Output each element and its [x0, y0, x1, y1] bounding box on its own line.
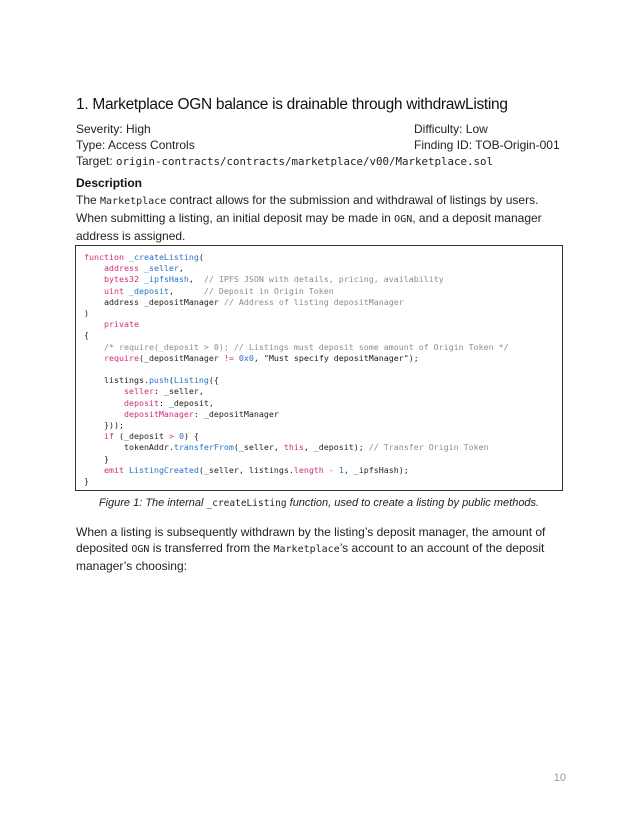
- withdraw-text: ’s account to an account of the deposit manager’s choosing:: [76, 541, 545, 573]
- code-token: [84, 286, 104, 296]
- code-line: [84, 297, 562, 308]
- code-line: [84, 274, 562, 285]
- code-token: : _seller,: [153, 386, 204, 397]
- code-token: ({: [208, 375, 219, 386]
- code-token: }: [84, 453, 109, 464]
- severity: Severity: High: [76, 122, 151, 136]
- withdraw-text: is transferred from the: [149, 541, 274, 555]
- target-label: Target:: [76, 154, 117, 168]
- code-listing: [75, 245, 563, 491]
- code-token: [84, 386, 124, 396]
- code-token: "Must specify depositManager": [263, 352, 409, 363]
- code-token: ,: [178, 263, 184, 274]
- code-line: [84, 364, 562, 375]
- finding-type: Type: Access Controls: [76, 138, 195, 152]
- code-token: bytes32: [103, 274, 139, 285]
- code-token: tokenAddr.: [84, 442, 174, 453]
- code-token: // IPFS JSON with details, pricing, availability: [203, 274, 444, 285]
- code-line: [84, 252, 562, 263]
- inline-code-ogn: OGN: [131, 544, 150, 555]
- code-line: [84, 286, 562, 297]
- code-token: );: [408, 352, 419, 363]
- code-token: 1: [338, 464, 344, 475]
- target-path: origin-contracts/contracts/marketplace/v00/Marketplace.sol: [116, 155, 494, 168]
- code-token: // Address of listing depositManager: [223, 296, 404, 307]
- code-token: , _deposit);: [303, 442, 369, 453]
- code-token: /* require(_deposit > 0); // Listings must deposit some amount of Origin Token */: [103, 341, 509, 352]
- code-token: // Transfer Origin Token: [368, 442, 489, 453]
- code-token: [84, 263, 104, 273]
- withdraw-text: When a listing is subsequently withdrawn by the listing’s deposit manager, the amount of deposited: [76, 525, 546, 555]
- code-token: 0x0: [238, 352, 254, 363]
- target: [76, 154, 493, 168]
- code-line: [84, 319, 562, 330]
- withdraw-paragraph: [76, 524, 566, 574]
- code-token: }: [84, 476, 89, 487]
- code-token: [84, 465, 104, 475]
- code-token: private: [103, 319, 139, 330]
- code-token: }));: [84, 420, 124, 431]
- inline-code-marketplace: Marketplace: [273, 544, 340, 555]
- code-token: : _deposit,: [158, 397, 214, 408]
- code-token: -: [328, 464, 334, 475]
- code-token: uint: [103, 285, 124, 296]
- code-line: [84, 420, 562, 431]
- code-line: [84, 308, 562, 319]
- code-token: ) {: [183, 431, 199, 442]
- code-token: ListingCreated: [128, 464, 199, 475]
- code-token: (_depositManager: [138, 352, 224, 363]
- code-token: (_seller,: [233, 442, 284, 453]
- code-token: _ipfsHash: [143, 274, 189, 285]
- difficulty: Difficulty: Low: [414, 122, 488, 136]
- code-line: [84, 454, 562, 465]
- code-token: [84, 353, 104, 363]
- code-line: [84, 386, 562, 397]
- code-token: (: [168, 375, 174, 386]
- description-heading: Description: [76, 176, 143, 190]
- code-token: [84, 398, 124, 408]
- code-token: {: [84, 330, 89, 341]
- code-token: length: [293, 464, 324, 475]
- code-token: [84, 342, 104, 352]
- code-token: >: [168, 431, 174, 442]
- page-number: 10: [553, 772, 566, 784]
- code-token: require: [103, 352, 139, 363]
- code-token: ,: [188, 274, 204, 285]
- finding-id: Finding ID: TOB-Origin-001: [414, 138, 560, 152]
- code-token: (: [198, 252, 204, 262]
- inline-code-ogn: OGN: [394, 214, 413, 225]
- code-token: address: [103, 263, 139, 274]
- code-token: _createListing: [128, 252, 199, 262]
- code-line: [84, 342, 562, 353]
- code-token: depositManager: [123, 408, 194, 419]
- code-token: transferFrom: [173, 442, 234, 453]
- code-token: emit: [103, 464, 124, 475]
- inline-code-marketplace: Marketplace: [100, 196, 167, 207]
- code-token: if: [103, 431, 114, 442]
- figure-caption: [0, 497, 638, 509]
- code-line: [84, 263, 562, 274]
- code-token: ,: [253, 352, 264, 363]
- code-token: _seller: [143, 263, 179, 274]
- description-text: contract allows for the submission and withdrawal of listings by users. When submitting a listing, an initial deposit may be made in: [76, 193, 539, 225]
- code-token: (_seller, listings.: [198, 464, 294, 475]
- code-line: [84, 442, 562, 453]
- code-token: [84, 319, 104, 329]
- code-token: address _depositManager: [84, 296, 224, 307]
- code-token: deposit: [123, 397, 159, 408]
- code-line: [84, 375, 562, 386]
- code-line: [84, 398, 562, 409]
- caption-inline-code: _createListing: [206, 498, 287, 509]
- description-paragraph: [76, 192, 566, 244]
- code-line: [84, 476, 562, 487]
- code-line: [84, 431, 562, 442]
- code-token: : _depositManager: [193, 408, 279, 419]
- code-line: [84, 409, 562, 420]
- caption-text: function, used to create a listing by public methods.: [286, 497, 540, 509]
- code-line: [84, 465, 562, 476]
- code-token: ): [84, 308, 89, 319]
- code-line: [84, 330, 562, 341]
- description-text: The: [76, 193, 101, 207]
- description-text: , and a deposit manager address is assigned.: [76, 211, 542, 243]
- code-token: ,: [168, 285, 204, 296]
- code-token: push: [148, 375, 169, 386]
- code-token: this: [283, 442, 304, 453]
- finding-title: 1. Marketplace OGN balance is drainable through withdrawListing: [76, 96, 508, 113]
- code-token: [84, 409, 124, 419]
- code-token: _deposit: [128, 285, 169, 296]
- code-token: seller: [123, 386, 154, 397]
- code-token: 0: [178, 431, 184, 442]
- code-token: listings.: [84, 375, 149, 386]
- code-token: [84, 431, 104, 441]
- code-token: (_deposit: [113, 431, 169, 442]
- code-token: // Deposit in Origin Token: [203, 285, 334, 296]
- code-line: [84, 353, 562, 364]
- code-token: Listing: [173, 375, 209, 386]
- code-token: , _ipfsHash);: [343, 464, 409, 475]
- code-token: function: [84, 252, 124, 262]
- code-token: !=: [223, 352, 234, 363]
- caption-text: Figure 1: The internal: [98, 497, 207, 509]
- code-token: [84, 274, 104, 284]
